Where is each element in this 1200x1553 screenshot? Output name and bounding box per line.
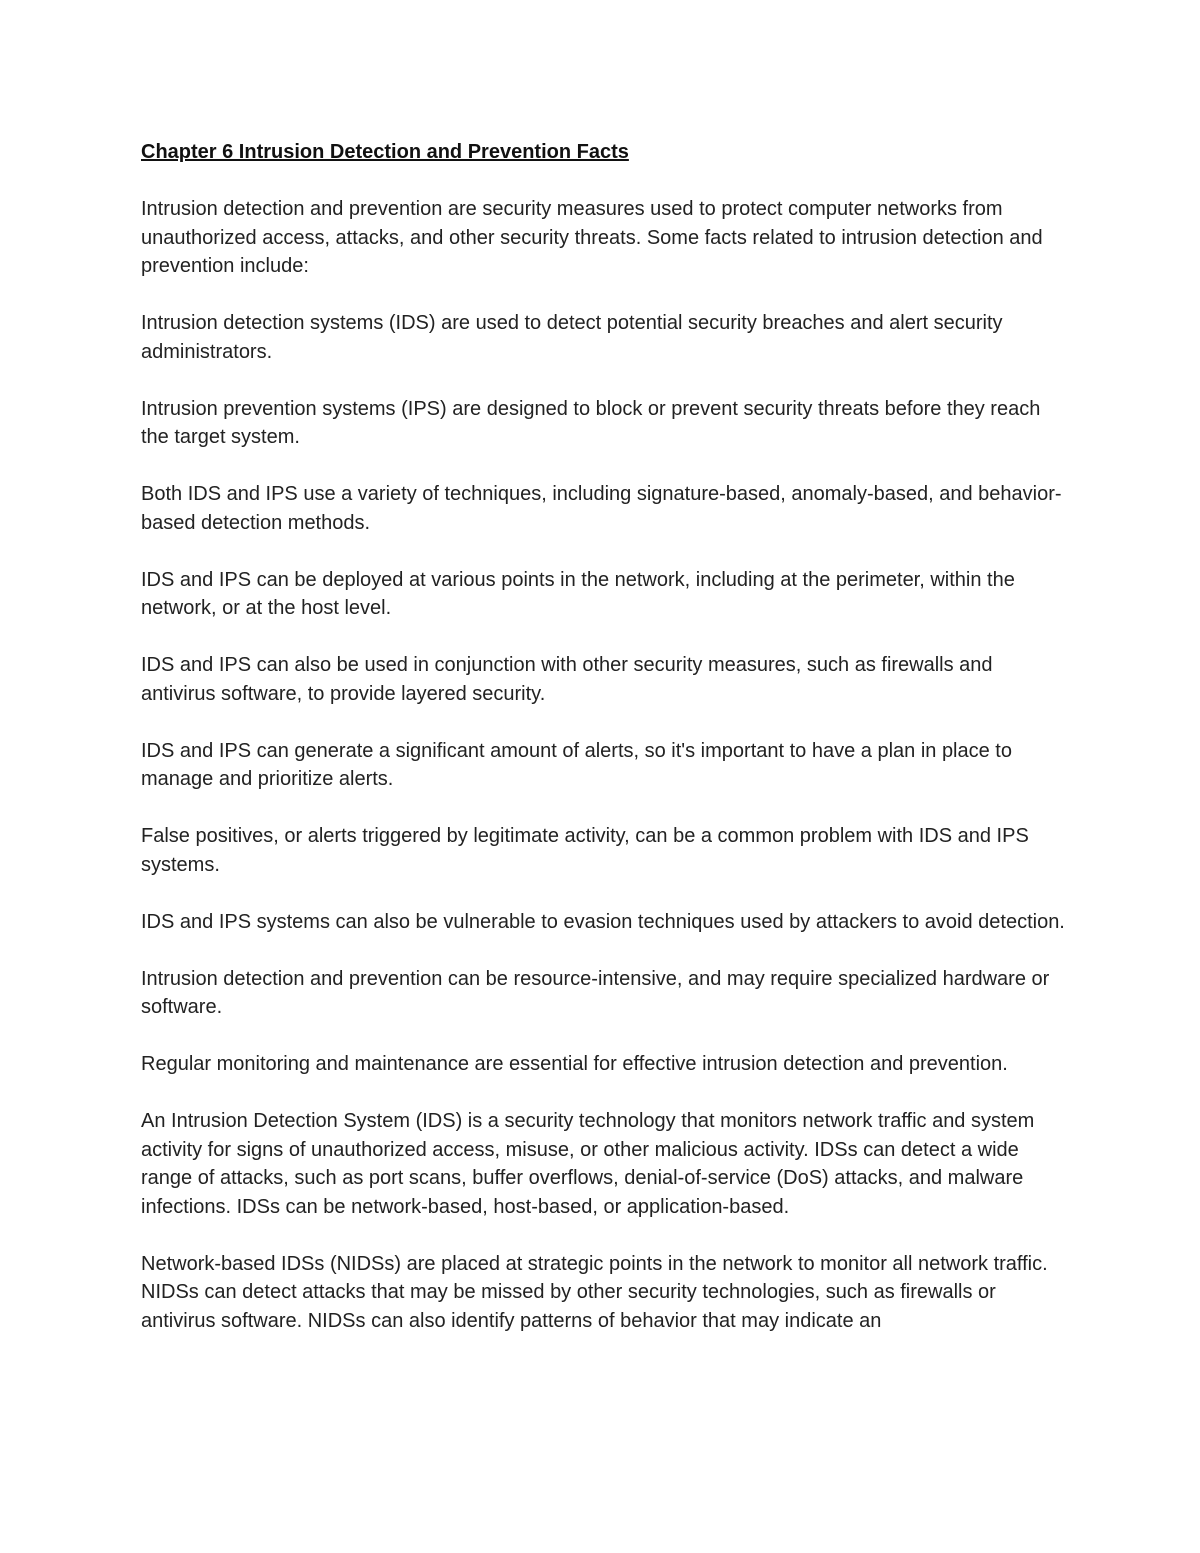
paragraph-maintenance: Regular monitoring and maintenance are essential for effective intrusion detection and prevention. — [141, 1053, 1008, 1075]
paragraph-false-positives: False positives, or alerts triggered by legitimate activity, can be a common problem with IDS and IPS systems. — [141, 825, 1029, 876]
document-body — [141, 138, 1071, 1364]
paragraph-alert-management: IDS and IPS can generate a significant amount of alerts, so it's important to have a plan in place to manage and prioritize alerts. — [141, 739, 1012, 790]
paragraph-resources: Intrusion detection and prevention can be resource-intensive, and may require specialized hardware or software. — [141, 967, 1050, 1018]
paragraph-evasion: IDS and IPS systems can also be vulnerable to evasion techniques used by attackers to avoid detection. — [141, 910, 1065, 933]
paragraph-layered-security: IDS and IPS can also be used in conjunction with other security measures, such as firewalls and antivirus software, to provide layered security. — [141, 654, 993, 705]
document-title: Chapter 6 Intrusion Detection and Prevention Facts — [141, 141, 629, 163]
paragraph-detection-techniques: Both IDS and IPS use a variety of techniques, including signature-based, anomaly-based, and behavior-based detection methods. — [141, 483, 1062, 534]
paragraph-deployment-points: IDS and IPS can be deployed at various points in the network, including at the perimeter, within the network, or at the host level. — [141, 568, 1015, 619]
paragraph-nids: Network-based IDSs (NIDSs) are placed at strategic points in the network to monitor all network traffic. NIDSs can detect attacks that may be missed by other security technologies, such as firewalls or antivirus software. NIDSs can also identify patterns of behavior that may indicate an — [141, 1252, 1048, 1332]
paragraph-ids-definition: Intrusion detection systems (IDS) are used to detect potential security breaches and alert security administrators. — [141, 312, 1003, 363]
paragraph-ids-overview: An Intrusion Detection System (IDS) is a security technology that monitors network traffic and system activity for signs of unauthorized access, misuse, or other malicious activity. IDSs can detect a wide range of attacks, such as port scans, buffer overflows, denial-of-service (DoS) attacks, and malware infections. IDSs can be network-based, host-based, or application-based. — [141, 1110, 1035, 1218]
paragraph-intro: Intrusion detection and prevention are security measures used to protect computer networks from unauthorized access, attacks, and other security threats. Some facts related to intrusion detection and prevention include: — [141, 198, 1043, 277]
paragraph-ips-definition: Intrusion prevention systems (IPS) are designed to block or prevent security threats before they reach the target system. — [141, 397, 1041, 448]
